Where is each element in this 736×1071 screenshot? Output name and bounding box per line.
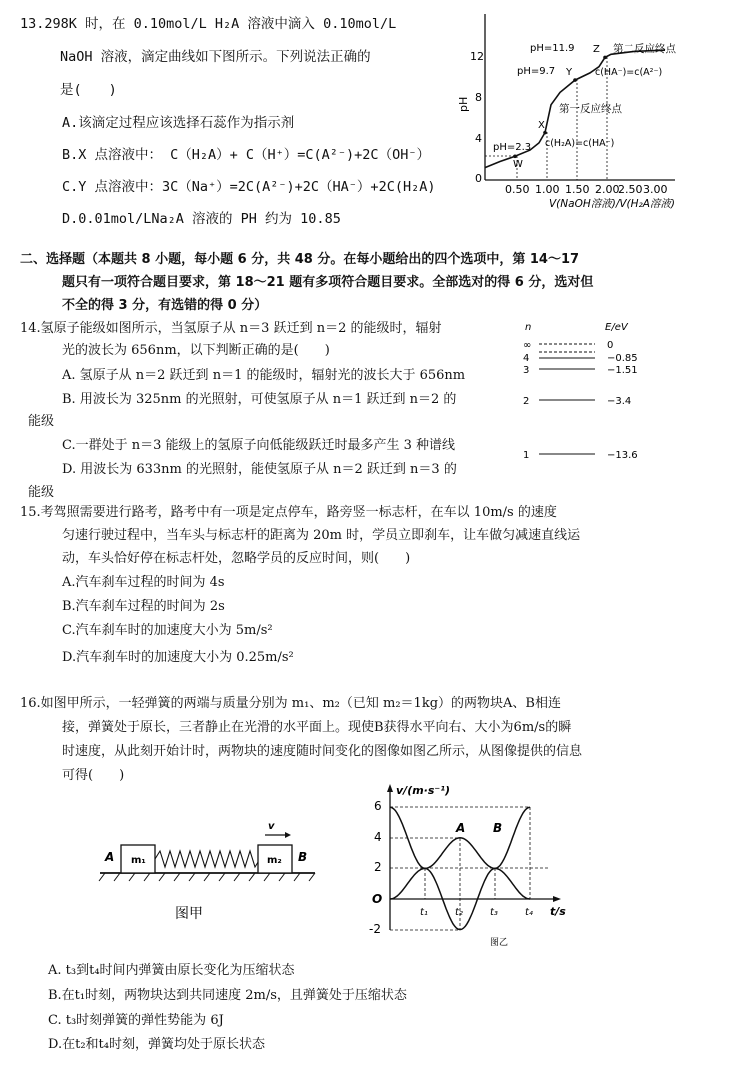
velocity-time-graph bbox=[360, 780, 575, 950]
point-z-ph: pH=11.9 bbox=[530, 43, 575, 54]
q16-stem-line2: 接，弹簧处于原长，三者静止在光滑的水平面上。现使B获得水平向右、大小为6m/s的瞬 bbox=[62, 720, 572, 735]
q15-option-a: A.汽车刹车过程的时间为 4s bbox=[62, 575, 225, 590]
curve-b-label: B bbox=[493, 821, 503, 835]
level-3-n: 3 bbox=[523, 365, 530, 376]
arrow-right-icon bbox=[285, 832, 291, 838]
e-header: E/eV bbox=[605, 322, 628, 333]
xtick-250: 2.50 bbox=[618, 183, 643, 196]
point-w: W bbox=[513, 159, 523, 170]
curve-a-label: A bbox=[456, 821, 466, 835]
q13-option-d: D.0.01mol/LNa₂A 溶液的 PH 约为 10.85 bbox=[62, 211, 341, 227]
section2-line2: 题只有一项符合题目要求，第 18～21 题有多项符合题目要求。全部选对的得 6 分，选对但 bbox=[62, 275, 594, 290]
q15-stem-line1: 15.考驾照需要进行路考，路考中有一项是定点停车，路旁竖一标志杆，在车以 10m/s 的速度 bbox=[20, 505, 557, 520]
ytick-12: 12 bbox=[470, 50, 484, 63]
section2-line1: 二、选择题（本题共 8 小题，每小题 6 分，共 48 分。在每小题给出的四个选项中，第 14～17 bbox=[20, 252, 580, 267]
q14-option-a: A. 氢原子从 n＝2 跃迁到 n＝1 的能级时，辐射光的波长大于 656nm bbox=[62, 368, 466, 383]
q15-option-d: D.汽车刹车时的加速度大小为 0.25m/s² bbox=[62, 650, 294, 665]
m2-label: m₂ bbox=[267, 855, 282, 866]
block-a-label: A bbox=[105, 850, 115, 864]
point-y-eq: c(HA⁻)=c(A²⁻) bbox=[595, 67, 663, 78]
section2-line3: 不全的得 3 分，有选错的得 0 分） bbox=[62, 298, 268, 313]
xtick-100: 1.00 bbox=[535, 183, 560, 196]
q16-option-d: D.在t₂和t₄时刻，弹簧均处于原长状态 bbox=[48, 1037, 265, 1052]
level-inf-n: ∞ bbox=[523, 340, 532, 351]
titration-xlabel: V(NaOH溶液)/V(H₂A溶液) bbox=[549, 198, 676, 210]
titration-point-y bbox=[573, 78, 577, 82]
fig-a-caption: 图甲 bbox=[175, 906, 203, 922]
first-endpoint-label: 第一反应终点 bbox=[559, 103, 622, 115]
t3-label: t₃ bbox=[490, 907, 498, 918]
level-2-e: −3.4 bbox=[607, 396, 632, 407]
point-w-eq: c(H₂A)=c(HA⁻) bbox=[545, 138, 615, 149]
q14-stem-line1: 14.氢原子能级如图所示，当氢原子从 n＝3 跃迁到 n＝2 的能级时，辐射 bbox=[20, 321, 442, 336]
second-endpoint-label: 第二反应终点 bbox=[613, 43, 676, 55]
q16-stem-line3: 时速度，从此刻开始计时，两物块的速度随时间变化的图像如图乙所示，从图像提供的信息 bbox=[62, 744, 583, 759]
q13-stem-line1: 13.298K 时，在 0.10mol/L H₂A 溶液中滴入 0.10mol/L bbox=[20, 16, 397, 32]
level-3-e: −1.51 bbox=[607, 365, 638, 376]
q13-option-b: B.X 点溶液中： C（H₂A）+ C（H⁺）=C(A²⁻)+2C（OH⁻） bbox=[62, 147, 430, 163]
q13-option-a: A.该滴定过程应该选择石蕊作为指示剂 bbox=[62, 115, 295, 131]
titration-curve-figure bbox=[455, 10, 727, 215]
titration-point-x bbox=[543, 131, 547, 135]
q14-option-b: B. 用波长为 325nm 的光照射，可使氢原子从 n＝1 跃迁到 n＝2 的 bbox=[62, 392, 457, 407]
y-arrow-icon bbox=[387, 784, 393, 792]
n-header: n bbox=[525, 322, 532, 333]
vtick-2: 2 bbox=[374, 860, 382, 874]
vtick-minus2: -2 bbox=[369, 922, 381, 936]
q14-option-d: D. 用波长为 633nm 的光照射，能使氢原子从 n＝2 跃迁到 n＝3 的 bbox=[62, 462, 457, 477]
ytick-0: 0 bbox=[475, 172, 482, 185]
q14-option-b-cont: 能级 bbox=[28, 414, 55, 429]
point-y: Y bbox=[566, 67, 573, 78]
xtick-150: 1.50 bbox=[565, 183, 590, 196]
level-2-n: 2 bbox=[523, 396, 530, 407]
t-axis-label: t/s bbox=[550, 905, 566, 918]
q16-option-c: C. t₃时刻弹簧的弹性势能为 6J bbox=[48, 1013, 224, 1028]
t1-label: t₁ bbox=[420, 907, 428, 918]
point-w-ph: pH=2.3 bbox=[493, 142, 532, 153]
t4-label: t₄ bbox=[525, 907, 533, 918]
level-1-e: −13.6 bbox=[607, 450, 638, 461]
ph-axis-label: pH bbox=[457, 96, 470, 112]
level-4-n: 4 bbox=[523, 353, 530, 364]
q15-stem-line2: 匀速行驶过程中，当车头与标志杆的距离为 20m 时，学员立即刹车，让车做匀减速直线运 bbox=[62, 528, 581, 543]
xtick-050: 0.50 bbox=[505, 183, 530, 196]
t2-label: t₂ bbox=[455, 907, 463, 918]
x-arrow-icon bbox=[553, 896, 561, 902]
velocity-label: v bbox=[268, 821, 275, 832]
q14-option-d-cont: 能级 bbox=[28, 485, 55, 500]
m1-label: m₁ bbox=[131, 855, 146, 866]
fig-b-caption: 图乙 bbox=[490, 938, 509, 948]
q13-stem-line2: NaOH 溶液，滴定曲线如下图所示。下列说法正确的 bbox=[60, 49, 371, 65]
xtick-300: 3.00 bbox=[643, 183, 668, 196]
ytick-4: 4 bbox=[475, 132, 482, 145]
q14-stem-line2: 光的波长为 656nm，以下判断正确的是( ) bbox=[62, 343, 330, 358]
q13-option-c: C.Y 点溶液中：3C（Na⁺）=2C(A²⁻)+2C（HA⁻）+2C(H₂A) bbox=[62, 179, 436, 195]
level-4-e: −0.85 bbox=[607, 353, 638, 364]
v-axis-label: v/(m·s⁻¹) bbox=[396, 784, 451, 797]
q16-option-b: B.在t₁时刻，两物块达到共同速度 2m/s，且弹簧处于压缩状态 bbox=[48, 988, 407, 1003]
spring-mass-figure bbox=[95, 815, 325, 930]
q16-stem-line4: 可得( ) bbox=[62, 768, 125, 783]
spring bbox=[155, 851, 260, 867]
point-z: Z bbox=[593, 44, 600, 55]
level-1-n: 1 bbox=[523, 450, 530, 461]
q16-stem-line1: 16.如图甲所示，一轻弹簧的两端与质量分别为 m₁、m₂（已知 m₂＝1kg）的两物块A、B相连 bbox=[20, 696, 561, 711]
titration-point-z bbox=[603, 56, 607, 60]
vtick-4: 4 bbox=[374, 830, 382, 844]
q15-stem-line3: 动，车头恰好停在标志杆处，忽略学员的反应时间，则( ) bbox=[62, 551, 411, 566]
energy-level-diagram bbox=[515, 318, 665, 468]
titration-point-w bbox=[513, 155, 517, 159]
ytick-8: 8 bbox=[475, 91, 482, 104]
point-x: X bbox=[538, 120, 545, 131]
block-b-label: B bbox=[298, 850, 308, 864]
q16-option-a: A. t₃到t₄时间内弹簧由原长变化为压缩状态 bbox=[48, 963, 295, 978]
q15-option-c: C.汽车刹车时的加速度大小为 5m/s² bbox=[62, 623, 273, 638]
q14-option-c: C.一群处于 n＝3 能级上的氢原子向低能级跃迁时最多产生 3 种谱线 bbox=[62, 438, 456, 453]
q13-stem-line3: 是( ) bbox=[60, 82, 117, 98]
q15-option-b: B.汽车刹车过程的时间为 2s bbox=[62, 599, 225, 614]
point-y-ph: pH=9.7 bbox=[517, 66, 556, 77]
origin-label: O bbox=[372, 892, 383, 906]
level-inf-e: 0 bbox=[607, 340, 614, 351]
xtick-200: 2.00 bbox=[595, 183, 620, 196]
vtick-6: 6 bbox=[374, 799, 382, 813]
